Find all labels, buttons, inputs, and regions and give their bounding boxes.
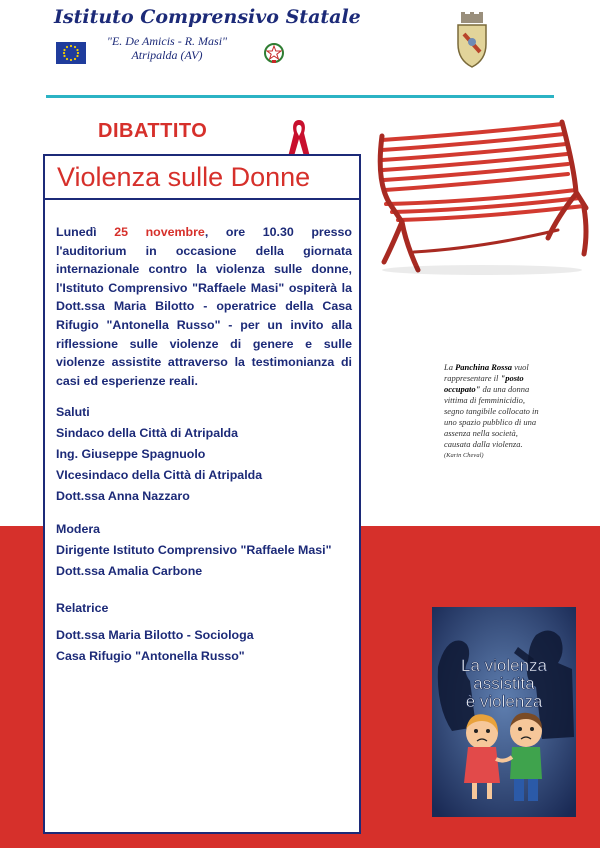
saluti-heading: Saluti [56,405,90,419]
caption-quote: "posto occupato" [444,373,524,394]
eu-flag-icon [56,42,86,64]
caption-text2: da una donna vittima di femminicidio, segno tangibile collocato in uno spazio pubblico di una assenza nella società, causata dalla violenza. [444,384,539,449]
school-subtitle [92,34,242,62]
modera-section [56,519,356,582]
bench-caption [444,362,542,461]
saluti-line: VIcesindaco della Città di Atripalda [56,468,263,482]
modera-line: Dirigente Istituto Comprensivo "Raffaele Masi" [56,543,332,557]
intro-paragraph [56,223,352,390]
violence-poster-image [432,607,576,817]
school-name: Istituto Comprensivo Statale [54,6,361,28]
saluti-line: Dott.ssa Anna Nazzaro [56,489,190,503]
relatrice-line: Casa Rifugio "Antonella Russo" [56,649,245,663]
italian-emblem-icon [264,42,284,64]
poster-line-3: è violenza [465,692,543,711]
header-divider [46,95,554,98]
title-divider [43,198,361,200]
poster-line-2: assistita [473,674,535,693]
caption-lead: La [444,362,453,372]
intro-date: 25 novembre [114,225,205,239]
school-names-line: "E. De Amicis - R. Masi" [106,34,228,48]
relatrice-line: Dott.ssa Maria Bilotto - Sociologa [56,628,254,642]
main-title: Violenza sulle Donne [57,162,311,192]
caption-name: Panchina Rossa [455,362,513,372]
intro-day: Lunedì [56,225,97,239]
saluti-line: Ing. Giuseppe Spagnuolo [56,447,206,461]
modera-line: Dott.ssa Amalia Carbone [56,564,203,578]
saluti-section [56,402,356,507]
debate-label: DIBATTITO [98,120,208,142]
intro-text: , ore 10.30 presso l'auditorium in occasione della giornata internazionale contro la violenza sulle donne, l'Istituto Comprensivo "Raffaele Masi" ospiterà la Dott.ssa Maria Bilotto - operatrice della Casa Rifugio "Antonella Russo" - per un invito alla riflessione sulle violenze di genere e sulle violenze assistite attraverso la testimonianza di casi ed esperienze reali. [56,225,352,388]
relatrice-heading: Relatrice [56,601,109,615]
school-location: Atripalda (AV) [131,48,203,62]
poster-line-1: La violenza [460,656,548,675]
saluti-line: Sindaco della Città di Atripalda [56,426,238,440]
red-bench-image [362,112,594,276]
caption-text1: vuol rappresentare il [444,362,529,383]
relatrice-section [56,598,356,667]
modera-heading: Modera [56,522,101,536]
town-crest-icon [455,12,489,68]
caption-author: (Karin Cheval) [444,452,484,459]
